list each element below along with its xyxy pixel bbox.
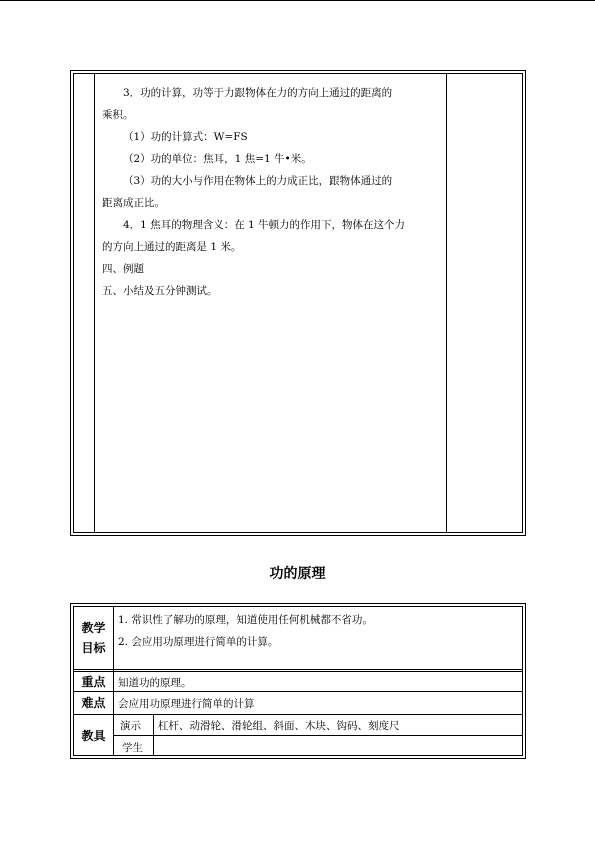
objectives-label xyxy=(74,618,113,658)
row-divider xyxy=(74,691,522,692)
key-point-text: 知道功的原理。 xyxy=(118,677,192,689)
continuation-table xyxy=(70,70,526,536)
content-line: 距离成正比。 xyxy=(102,197,165,209)
content-line: 五、小结及五分钟测试。 xyxy=(102,285,218,297)
column-divider-left xyxy=(94,74,95,532)
continuation-content xyxy=(102,82,446,302)
page-top-rule xyxy=(0,0,595,1)
difficulty-label: 难点 xyxy=(81,696,106,710)
key-point-label: 重点 xyxy=(81,675,106,689)
lesson-title: 功的原理 xyxy=(269,566,326,582)
content-line: 四、例题 xyxy=(102,263,144,275)
row-divider xyxy=(113,735,522,736)
content-line: 3．功的计算，功等于力跟物体在力的方向上通过的距离的 xyxy=(123,87,393,99)
content-line: （1）功的计算式：W=FS xyxy=(123,131,248,143)
objective-item: 1. 常识性了解功的原理，知道使用任何机械都不省功。 xyxy=(118,614,373,626)
objectives-label-line-1: 教学 xyxy=(81,621,106,635)
continuation-table-inner xyxy=(73,73,523,533)
demo-text: 杠杆、动滑轮、滑轮组、斜面、木块、钩码、刻度尺 xyxy=(158,720,400,732)
content-line: （2）功的单位：焦耳，1 焦=1 牛•米。 xyxy=(123,153,312,165)
row-divider xyxy=(74,671,522,672)
label-column-divider xyxy=(113,607,114,755)
tools-subcolumn-divider xyxy=(153,714,154,755)
objective-item: 2. 会应用功原理进行简单的计算。 xyxy=(118,636,279,648)
lesson-plan-table-inner xyxy=(73,606,523,756)
content-line: 4．1 焦耳的物理含义：在 1 牛顿力的作用下，物体在这个力 xyxy=(123,219,406,231)
content-line: 乘积。 xyxy=(102,109,134,121)
difficulty-text: 会应用功原理进行简单的计算 xyxy=(118,698,255,710)
row-divider xyxy=(74,714,522,715)
demo-label: 演示 xyxy=(120,720,141,732)
column-divider-right xyxy=(446,74,447,532)
student-label: 学生 xyxy=(122,742,143,754)
row-divider xyxy=(74,669,522,670)
content-line: （3）功的大小与作用在物体上的力成正比，跟物体通过的 xyxy=(123,175,393,187)
objectives-label-line-2: 目标 xyxy=(81,641,106,655)
content-line: 的方向上通过的距离是 1 米。 xyxy=(102,241,242,253)
lesson-plan-table xyxy=(70,603,526,759)
tools-label: 教具 xyxy=(81,729,106,743)
